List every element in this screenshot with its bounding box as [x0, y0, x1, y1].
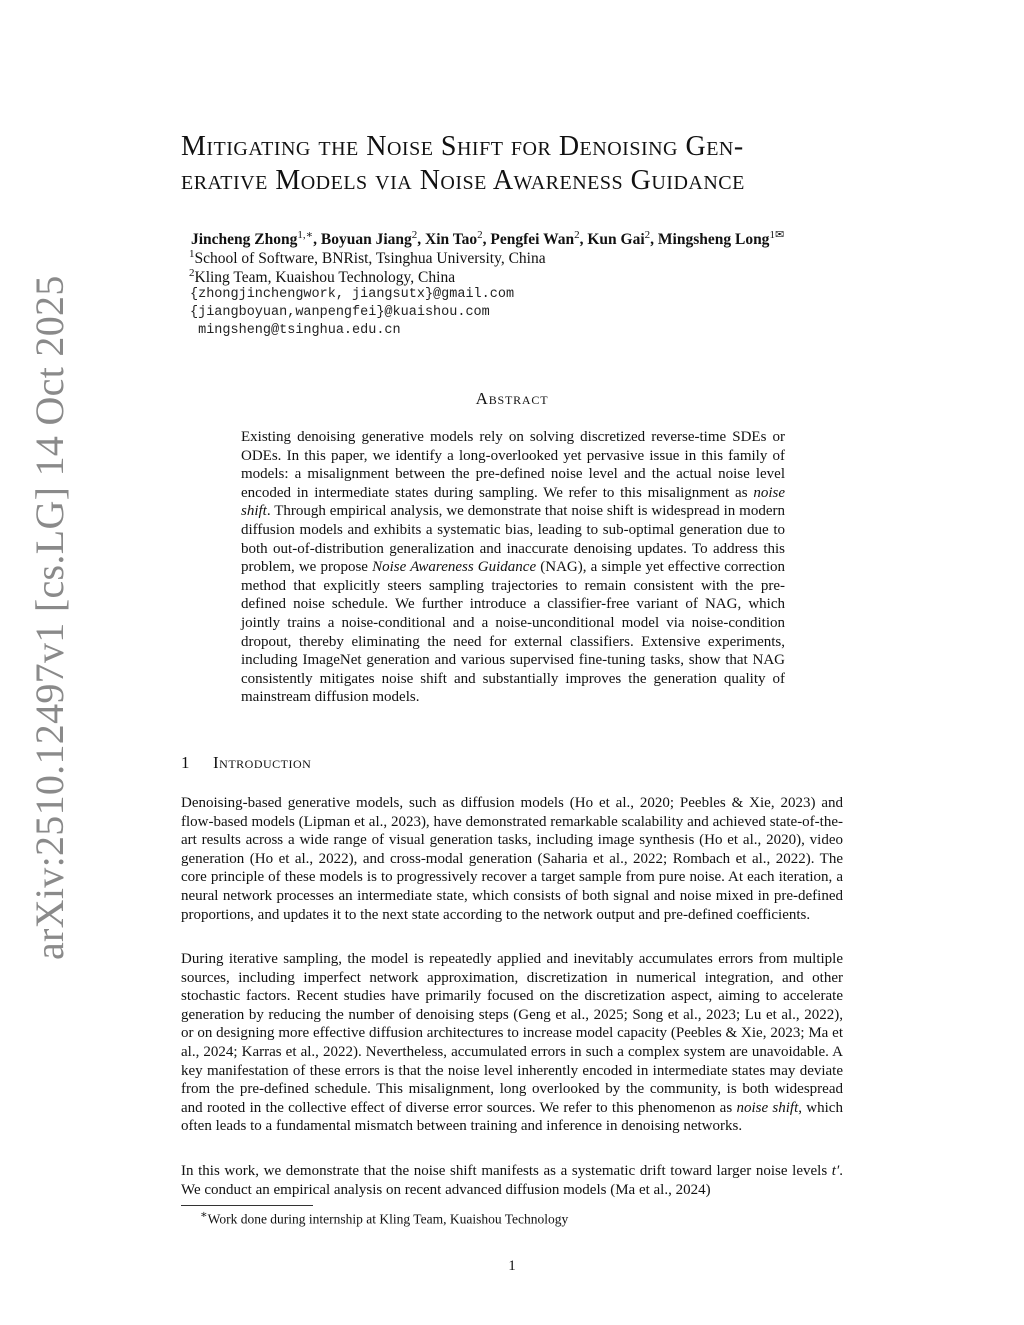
- paragraph-text: During iterative sampling, the model is repeatedly applied and inevitably accumulates errors from multiple sources, including imperfect network approximation, discretization in numerical integration, and other stochastic factors. Recent studies have primarily focused on the discretization aspect, aiming to accelerate generation by reducing the number of denoising steps (Geng et al., 2025; Song et al., 2023; Lu et al., 2022), or on designing more effective diffusion architectures to increase model capacity (Peebles & Xie, 2023; Ma et al., 2024; Karras et al., 2022). Nevertheless, accumulated errors in such a complex system are unavoidable. A key manifestation of these errors is that the noise level inherently encoded in intermediate states may deviate from the pre-defined schedule. This misalignment, long overlooked by the community, is both widespread and rooted in the collective effect of diverse error sources. We refer to this phenomenon as: [181, 951, 843, 1116]
- affiliation-mark: 2: [189, 267, 195, 279]
- author-list: [191, 228, 784, 249]
- paragraph-emphasis: noise shift: [736, 1099, 799, 1116]
- author-affil-mark: 1,∗: [297, 229, 314, 241]
- author-name: , Boyuan Jiang: [313, 231, 412, 249]
- footnote-rule: [181, 1205, 313, 1206]
- author-affil-mark: 2: [574, 229, 580, 241]
- email-line-2: {jiangboyuan,wanpengfei}@kuaishou.com: [190, 305, 490, 320]
- affiliation-text: Kling Team, Kuaishou Technology, China: [194, 269, 456, 287]
- footnote-mark: ∗: [200, 1209, 208, 1221]
- affiliation-1: [189, 248, 546, 268]
- author-affil-mark: 2: [477, 229, 483, 241]
- section-number: 1: [181, 753, 190, 772]
- abstract-emphasis: Noise Awareness Guidance: [372, 559, 537, 576]
- paragraph-text: In this work, we demonstrate that the noise shift manifests as a systematic drift toward larger noise levels: [181, 1163, 832, 1179]
- affiliation-text: School of Software, BNRist, Tsinghua University, China: [194, 250, 546, 268]
- affiliation-mark: 1: [189, 248, 195, 260]
- paragraph-text: . We conduct an empirical analysis on recent advanced diffusion models (Ma et al., 2024): [181, 1163, 843, 1198]
- abstract-body: [241, 428, 785, 707]
- footnote-text: Work done during internship at Kling Team, Kuaishou Technology: [207, 1211, 569, 1227]
- title-line-2: erative Models via Noise Awareness Guidance: [181, 165, 745, 196]
- author-name: , Pengfei Wan: [482, 231, 575, 249]
- author-name: , Xin Tao: [417, 231, 478, 249]
- footnote: [200, 1208, 568, 1228]
- author-affil-mark: 2: [644, 229, 651, 241]
- abstract-text: (NAG), a simple yet effective correction method that explicitly steers sampling trajectories to remain consistent with the pre-defined noise schedule. We further introduce a classifier-free variant of NAG, which jointly trains a noise-conditional and a noise-unconditional model via noise-condition dropout, thereby eliminating the need for external classifiers. Extensive experiments, including ImageNet generation and various supervised fine-tuning tasks, show that NAG consistently mitigates noise shift and substantially improves the generation quality of mainstream diffusion models.: [241, 559, 786, 706]
- intro-paragraph-2: [181, 950, 843, 1136]
- section-heading: [181, 753, 311, 773]
- arxiv-identifier: arXiv:2510.12497v1 [cs.LG] 14 Oct 2025: [27, 275, 72, 960]
- email-line-1: {zhongjinchengwork, jiangsutx}@gmail.com: [190, 287, 515, 302]
- abstract-text: Existing denoising generative models rely on solving discretized reverse-time SDEs or ODEs. In this paper, we identify a long-overlooked yet pervasive issue in this family of models: a misalignment between the pre-defined noise level and the actual noise level encoded in intermediate states during sampling. We refer to this misalignment as: [241, 429, 785, 501]
- affiliation-2: [189, 267, 455, 287]
- math-variable: t′: [831, 1163, 840, 1179]
- intro-paragraph-3: [181, 1162, 843, 1199]
- section-title: Introduction: [213, 753, 312, 772]
- author-name: , Mingsheng Long: [650, 231, 770, 249]
- abstract-emphasis: noise shift: [241, 484, 785, 520]
- page-number: 1: [508, 1258, 516, 1274]
- abstract-text: . Through empirical analysis, we demonstrate that noise shift is widespread in modern diffusion models and exhibits a systematic bias, leading to sub-optimal generation due to both out-of-distribution generalization and inaccurate denoising updates. To address this problem, we propose: [241, 503, 785, 576]
- author-name: , Kun Gai: [579, 231, 645, 249]
- paragraph-text: , which often leads to a fundamental mismatch between training and inference in denoising networks.: [181, 1099, 843, 1135]
- paper-title: [181, 130, 851, 198]
- intro-paragraph-1: Denoising-based generative models, such as diffusion models (Ho et al., 2020; Peebles & Xie, 2023) and flow-based models (Lipman et al., 2023), have demonstrated remarkable scalability and achieved state-of-the-art results across a wide range of visual generation tasks, including image synthesis (Ho et al., 2020), video generation (Ho et al., 2022), and cross-modal generation (Saharia et al., 2022; Rombach et al., 2022). The core principle of these models is to progressively recover a target sample from pure noise. At each iteration, a neural network processes an intermediate state, which consists of both signal and noise mixed in pre-defined proportions, and updates it to the next state according to the network output and pre-defined coefficients.: [181, 795, 843, 923]
- author-name: Jincheng Zhong: [191, 231, 298, 249]
- abstract-heading: Abstract: [475, 389, 549, 408]
- author-affil-mark: 2: [411, 229, 418, 241]
- author-affil-mark: 1✉: [769, 229, 785, 241]
- title-line-1: Mitigating the Noise Shift for Denoising Gen-: [181, 131, 744, 162]
- email-line-3: mingsheng@tsinghua.edu.cn: [190, 323, 401, 338]
